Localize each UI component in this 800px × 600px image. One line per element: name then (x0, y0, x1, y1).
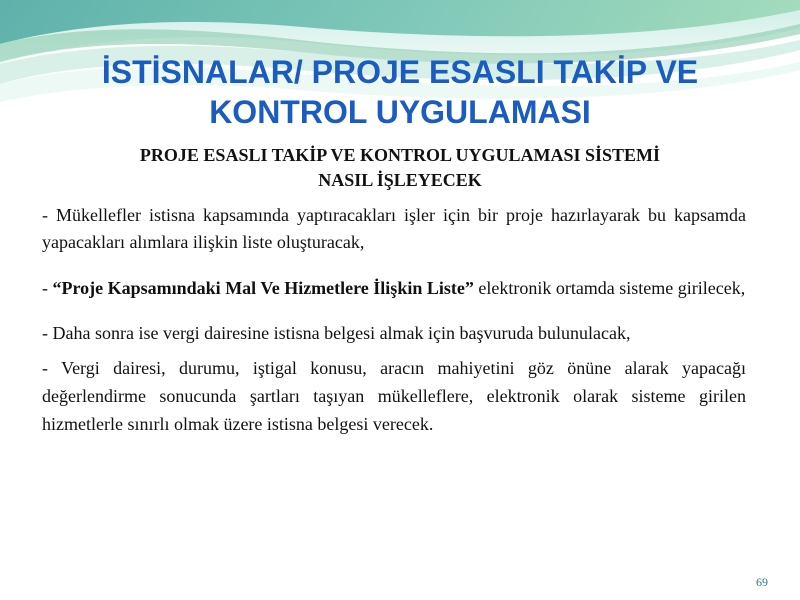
paragraph-application: - Daha sonra ise vergi dairesine istisna belgesi almak için başvuruda bulunulacak, (42, 323, 631, 343)
paragraph-dash: - (42, 278, 53, 298)
paragraph-rest: elektronik ortamda sisteme girilecek, (473, 278, 746, 298)
paragraph-project-list: - Mükellefler istisna kapsamında yaptıracakları işler için bir proje hazırlayarak bu kapsamda yapacakları alımlara ilişkin liste oluşturacak, (42, 205, 746, 252)
slide-title (40, 52, 760, 132)
list-name-bold: “Proje Kapsamındaki Mal Ve Hizmetlere İlişkin Liste” (52, 278, 474, 298)
slide-body (42, 202, 746, 438)
paragraph-tax-office: - Vergi dairesi, durumu, iştigal konusu, aracın mahiyetini göz önüne alarak yapacağı değerlendirme sonucunda şartları taşıyan mükelleflere, elektronik olarak sisteme girilen hizmetlerle sınırlı olmak üzere istisna belgesi verecek. (42, 358, 746, 434)
slide-subtitle (40, 143, 760, 193)
title-line-1: İSTİSNALAR/ PROJE ESASLI TAKİP VE (101, 54, 699, 90)
title-line-2: KONTROL UYGULAMASI (209, 94, 591, 130)
paragraph-electronic-entry (42, 267, 746, 309)
subtitle-line-1: PROJE ESASLI TAKİP VE KONTROL UYGULAMASI SİSTEMİ (139, 145, 661, 165)
subtitle-line-2: NASIL İŞLEYECEK (318, 170, 482, 190)
page-number: 69 (756, 575, 768, 589)
